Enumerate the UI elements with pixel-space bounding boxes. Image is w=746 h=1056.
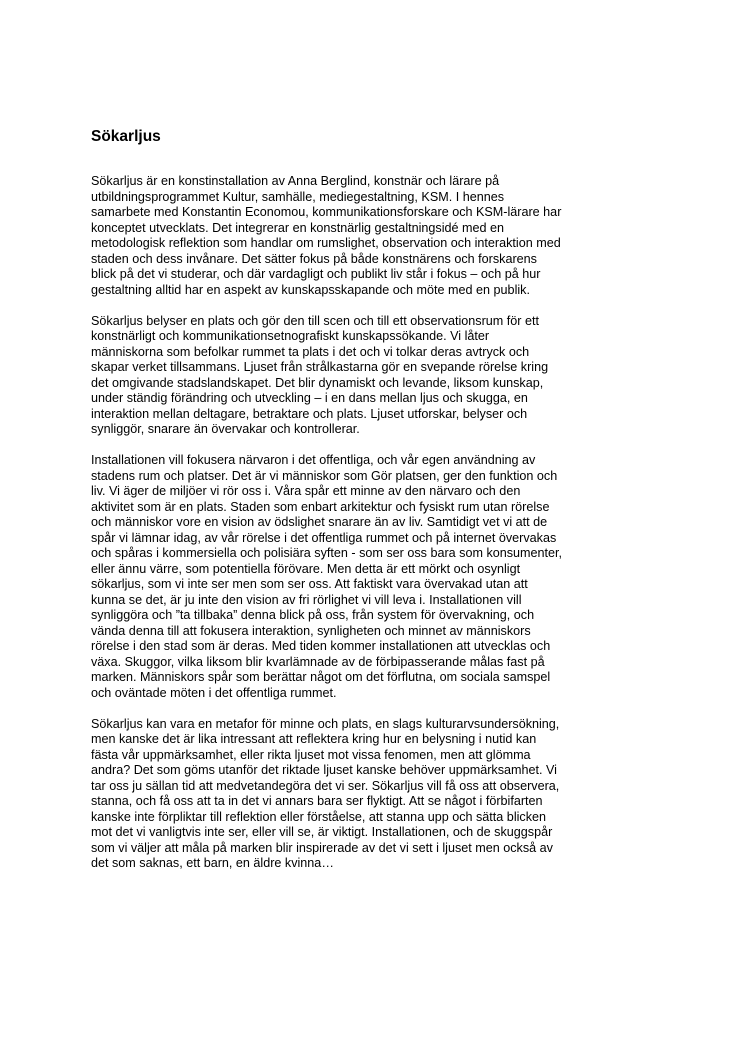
- paragraph-2: Sökarljus belyser en plats och gör den till scen och till ett observationsrum för ett konstnärligt och kommunikationsetnografiskt kunskapssökande. Vi låter människorna som befolkar rummet ta plats i det och vi tolkar deras avtryck och skapar verket tillsammans. Ljuset från strålkastarna gör en svepande rörelse kring det omgivande stadslandskapet. Det blir dynamiskt och levande, liksom kunskap, under ständig förändring och utveckling – i en dans mellan ljus och skugga, en interaktion mellan deltagare, betraktare och plats. Ljuset utforskar, belyser och synliggör, snarare än övervakar och kontrollerar.: [91, 313, 549, 436]
- document-page: [91, 128, 666, 887]
- paragraph-4: Sökarljus kan vara en metafor för minne och plats, en slags kulturarvsundersökning, men kanske det är lika intressant att reflektera kring hur en belysning i nutid kan fästa vår uppmärksamhet, eller rikta ljuset mot vissa fenomen, men att glömma andra? Det som göms utanför det riktade ljuset kanske behöver uppmärksamhet. Vi tar oss ju sällan tid att medvetandegöra det vi ser. Sökarljus vill få oss att observera, stanna, och få oss att ta in det vi annars bara ser flyktigt. Att se något i förbifarten kanske inte förpliktar till reflektion eller förståelse, att stanna upp och sätta blicken mot det vi vanligtvis inte ser, eller vill se, är viktigt. Installationen, och de skuggspår som vi väljer att måla på marken blir inspirerade av det vi sett i ljuset men också av det som saknas, ett barn, en äldre kvinna…: [91, 716, 560, 870]
- paragraph-3: Installationen vill fokusera närvaron i det offentliga, och vår egen användning av stadens rum och platser. Det är vi människor som Gör platsen, ger den funktion och liv. Vi äger de miljöer vi rör oss i. Våra spår ett minne av den närvaro och den aktivitet som är en plats. Staden som enbart arkitektur och fysiskt rum utan rörelse och människor vore en vision av ödslighet snarare än av liv. Samtidigt vet vi att de spår vi lämnar idag, av vår rörelse i det offentliga rummet och på internet övervakas och spåras i kommersiella och polisiära syften - som ser oss bara som konsumenter, eller ännu värre, som potentiella förövare. Men detta är ett mörkt och osynligt sökarljus, som vi inte ser men som ser oss. Att faktiskt vara övervakad utan att kunna se det, är ju inte den vision av fri rörlighet vi vill leva i. Installationen vill synliggöra och ”ta tillbaka” denna blick på oss, från system för övervakning, och vända denna till att fokusera interaktion, synligheten och minnet av människors rörelse i den stad som är deras. Med tiden kommer installationen att utvecklas och växa. Skuggor, vilka liksom blir kvarlämnade av de förbipasserande målas fast på marken. Människors spår som berättar något om det förflutna, om sociala samspel och oväntade möten i det offentliga rummet.: [91, 453, 563, 700]
- paragraph-1: Sökarljus är en konstinstallation av Anna Berglind, konstnär och lärare på utbildningsprogrammet Kultur, samhälle, mediegestaltning, KSM. I hennes samarbete med Konstantin Economou, kommunikationsforskare och KSM-lärare har konceptet utvecklats. Det integrerar en konstnärlig gestaltningsidé med en metodologisk reflektion som handlar om rumslighet, observation och interaktion med staden och dess invånare. Det sätter fokus på både konstnärens och forskarens blick på det vi studerar, och där vardagligt och publikt liv står i fokus – och på hur gestaltning alltid har en aspekt av kunskapsskapande och möte med en publik.: [91, 174, 562, 297]
- document-title: Sökarljus: [91, 128, 161, 145]
